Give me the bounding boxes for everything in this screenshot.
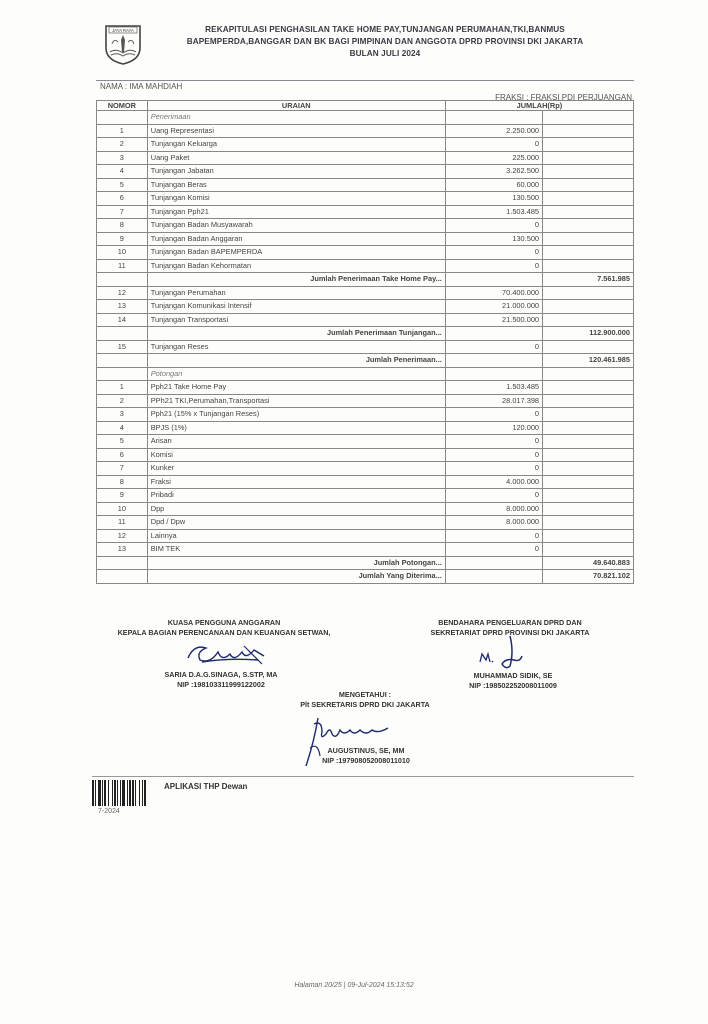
row-number: 9	[97, 232, 148, 246]
row-number: 9	[97, 489, 148, 503]
row-amount: 0	[445, 543, 542, 557]
table-row	[97, 192, 634, 206]
table-row	[97, 124, 634, 138]
net-received	[97, 570, 634, 584]
row-description: Tunjangan Keluarga	[147, 138, 445, 152]
total-income-value: 120.461.985	[543, 354, 634, 368]
dki-jakarta-logo	[100, 22, 146, 66]
table-row	[97, 448, 634, 462]
row-description: Kunker	[147, 462, 445, 476]
row-number: 6	[97, 448, 148, 462]
row-amount: 70.400.000	[445, 286, 542, 300]
row-amount: 2.250.000	[445, 124, 542, 138]
table-row	[97, 340, 634, 354]
table-row	[97, 421, 634, 435]
salary-recap-table	[96, 100, 634, 584]
total-deduction-value: 49.640.883	[543, 556, 634, 570]
row-amount: 130.500	[445, 192, 542, 206]
table-row	[97, 475, 634, 489]
page-info: Halaman 20/25 | 09-Jul-2024 15:13:52	[294, 982, 414, 989]
barcode-code: 7-2024	[98, 808, 120, 815]
table-row	[97, 219, 634, 233]
row-amount: 1.503.485	[445, 205, 542, 219]
signatory-left-name: SARIA D.A.G.SINAGA, S.STP, MA	[164, 670, 278, 679]
signatory-left-title	[98, 618, 350, 638]
row-number: 13	[97, 543, 148, 557]
table-row	[97, 502, 634, 516]
row-description: Uang Representasi	[147, 124, 445, 138]
row-description: Tunjangan Badan Kehormatan	[147, 259, 445, 273]
row-amount: 0	[445, 246, 542, 260]
row-total	[543, 192, 634, 206]
footer-divider	[92, 776, 634, 777]
row-total	[543, 435, 634, 449]
row-number: 12	[97, 529, 148, 543]
row-amount: 0	[445, 435, 542, 449]
signatory-center-nip: NIP :197908052008011010	[322, 756, 410, 765]
row-number: 14	[97, 313, 148, 327]
signatory-center-name: AUGUSTINUS, SE, MM	[327, 746, 405, 755]
subtotal-allowances-label: Jumlah Penerimaan Tunjangan...	[147, 327, 445, 341]
col-header-description: URAIAN	[147, 101, 445, 111]
row-number: 7	[97, 205, 148, 219]
row-amount: 8.000.000	[445, 502, 542, 516]
row-number: 5	[97, 435, 148, 449]
row-total	[543, 421, 634, 435]
row-total	[543, 138, 634, 152]
row-total	[543, 462, 634, 476]
table-row	[97, 300, 634, 314]
row-description: Tunjangan Jabatan	[147, 165, 445, 179]
table-row	[97, 313, 634, 327]
row-description: Pph21 (15% x Tunjangan Reses)	[147, 408, 445, 422]
header-divider	[96, 80, 634, 81]
row-total	[543, 475, 634, 489]
row-total	[543, 246, 634, 260]
row-total	[543, 543, 634, 557]
row-total	[543, 165, 634, 179]
section-income: Penerimaan	[147, 111, 445, 125]
row-description: Pribadi	[147, 489, 445, 503]
row-total	[543, 300, 634, 314]
row-amount: 0	[445, 462, 542, 476]
subtotal-take-home-pay-value: 7.561.985	[543, 273, 634, 287]
row-total	[543, 502, 634, 516]
col-header-number: NOMOR	[97, 101, 148, 111]
row-total	[543, 489, 634, 503]
row-amount: 0	[445, 529, 542, 543]
title-line-1: REKAPITULASI PENGHASILAN TAKE HOME PAY,TUNJANGAN PERUMAHAN,TKI,BANMUS	[205, 25, 565, 34]
row-number: 8	[97, 219, 148, 233]
row-amount: 120.000	[445, 421, 542, 435]
row-description: Pph21 Take Home Pay	[147, 381, 445, 395]
row-description: Tunjangan Perumahan	[147, 286, 445, 300]
table-row	[97, 178, 634, 192]
row-number: 12	[97, 286, 148, 300]
row-number: 1	[97, 124, 148, 138]
signature-left	[182, 638, 272, 673]
row-number: 2	[97, 394, 148, 408]
svg-text:JAYA RAYA: JAYA RAYA	[112, 28, 134, 33]
row-description: Dpp	[147, 502, 445, 516]
row-description: BPJS (1%)	[147, 421, 445, 435]
signatory-center-identity	[306, 746, 426, 766]
signatory-right-line2: SEKRETARIAT DPRD PROVINSI DKI JAKARTA	[430, 628, 590, 637]
row-total	[543, 205, 634, 219]
row-total	[543, 394, 634, 408]
subtotal-take-home-pay-label: Jumlah Penerimaan Take Home Pay...	[147, 273, 445, 287]
row-description: Dpd / Dpw	[147, 516, 445, 530]
signatory-right-identity	[418, 671, 608, 691]
row-amount: 4.000.000	[445, 475, 542, 489]
row-number: 3	[97, 408, 148, 422]
row-number: 10	[97, 246, 148, 260]
subtotal-allowances-value: 112.900.000	[543, 327, 634, 341]
table-row	[97, 529, 634, 543]
table-row	[97, 205, 634, 219]
table-row	[97, 286, 634, 300]
row-amount: 0	[445, 448, 542, 462]
row-number: 10	[97, 502, 148, 516]
row-number: 6	[97, 192, 148, 206]
table-row	[97, 232, 634, 246]
row-amount: 225.000	[445, 151, 542, 165]
barcode-image	[92, 780, 158, 808]
signatory-right-nip: NIP :198502252008011009	[469, 681, 557, 690]
signatory-center-line1: MENGETAHUI :	[338, 690, 392, 699]
row-total	[543, 219, 634, 233]
row-description: BIM TEK	[147, 543, 445, 557]
app-label: APLIKASI THP Dewan	[164, 782, 248, 791]
signatory-center-title	[250, 690, 480, 710]
row-total	[543, 340, 634, 354]
row-number: 13	[97, 300, 148, 314]
row-amount: 130.500	[445, 232, 542, 246]
table-row	[97, 516, 634, 530]
row-amount: 60.000	[445, 178, 542, 192]
signatory-right-name: MUHAMMAD SIDIK, SE	[473, 671, 553, 680]
row-total	[543, 232, 634, 246]
table-row	[97, 165, 634, 179]
signatory-left-line2: KEPALA BAGIAN PERENCANAAN DAN KEUANGAN SETWAN,	[117, 628, 331, 637]
row-description: PPh21 TKI,Perumahan,Transportasi	[147, 394, 445, 408]
row-total	[543, 178, 634, 192]
table-row	[97, 138, 634, 152]
total-deduction	[97, 556, 634, 570]
table-row	[97, 259, 634, 273]
net-received-value: 70.821.102	[543, 570, 634, 584]
col-header-amount: JUMLAH(Rp)	[445, 101, 633, 111]
row-description: Komisi	[147, 448, 445, 462]
signatory-right-line1: BENDAHARA PENGELUARAN DPRD DAN	[438, 618, 582, 627]
row-description: Lainnya	[147, 529, 445, 543]
row-description: Uang Paket	[147, 151, 445, 165]
row-amount: 21.500.000	[445, 313, 542, 327]
row-description: Fraksi	[147, 475, 445, 489]
row-amount: 0	[445, 138, 542, 152]
row-description: Tunjangan Komunikasi Intensif	[147, 300, 445, 314]
row-amount: 0	[445, 259, 542, 273]
row-description: Tunjangan Transportasi	[147, 313, 445, 327]
row-description: Arisan	[147, 435, 445, 449]
table-row	[97, 381, 634, 395]
row-number: 3	[97, 151, 148, 165]
total-deduction-label: Jumlah Potongan...	[147, 556, 445, 570]
row-amount: 3.262.500	[445, 165, 542, 179]
net-received-label: Jumlah Yang Diterima...	[147, 570, 445, 584]
document-title	[150, 24, 620, 60]
row-description: Tunjangan Pph21	[147, 205, 445, 219]
row-description: Tunjangan Reses	[147, 340, 445, 354]
table-row	[97, 435, 634, 449]
title-line-3: BULAN JULI 2024	[349, 49, 421, 58]
row-number: 5	[97, 178, 148, 192]
section-deduction-row	[97, 367, 634, 381]
row-total	[543, 151, 634, 165]
table-row	[97, 246, 634, 260]
table-row	[97, 462, 634, 476]
row-total	[543, 259, 634, 273]
table-row	[97, 151, 634, 165]
total-income-label: Jumlah Penerimaan...	[147, 354, 445, 368]
row-total	[543, 286, 634, 300]
row-total	[543, 529, 634, 543]
row-number: 11	[97, 516, 148, 530]
row-number: 15	[97, 340, 148, 354]
row-number: 4	[97, 165, 148, 179]
row-amount: 21.000.000	[445, 300, 542, 314]
row-amount: 0	[445, 489, 542, 503]
row-amount: 0	[445, 219, 542, 233]
row-number: 8	[97, 475, 148, 489]
title-line-2: BAPEMPERDA,BANGGAR DAN BK BAGI PIMPINAN DAN ANGGOTA DPRD PROVINSI DKI JAKARTA	[186, 37, 584, 46]
signature-center	[296, 712, 406, 777]
row-number: 2	[97, 138, 148, 152]
total-income	[97, 354, 634, 368]
member-name: NAMA : IMA MAHDIAH	[100, 82, 183, 91]
row-number: 7	[97, 462, 148, 476]
signatory-left-identity	[126, 670, 316, 690]
row-total	[543, 313, 634, 327]
table-row	[97, 408, 634, 422]
table-row	[97, 489, 634, 503]
row-amount: 1.503.485	[445, 381, 542, 395]
row-total	[543, 381, 634, 395]
section-deduction: Potongan	[147, 367, 445, 381]
row-total	[543, 448, 634, 462]
signatory-center-line2: Plt SEKRETARIS DPRD DKI JAKARTA	[300, 700, 430, 709]
row-number: 1	[97, 381, 148, 395]
table-row	[97, 394, 634, 408]
row-amount: 28.017.398	[445, 394, 542, 408]
subtotal-allowances	[97, 327, 634, 341]
subtotal-take-home-pay	[97, 273, 634, 287]
row-description: Tunjangan Badan BAPEMPERDA	[147, 246, 445, 260]
row-total	[543, 516, 634, 530]
table-row	[97, 543, 634, 557]
row-amount: 8.000.000	[445, 516, 542, 530]
row-number: 11	[97, 259, 148, 273]
row-amount: 0	[445, 408, 542, 422]
row-description: Tunjangan Badan Anggaran	[147, 232, 445, 246]
row-amount: 0	[445, 340, 542, 354]
row-total	[543, 124, 634, 138]
row-number: 4	[97, 421, 148, 435]
row-description: Tunjangan Beras	[147, 178, 445, 192]
row-total	[543, 408, 634, 422]
signatory-left-line1: KUASA PENGGUNA ANGGARAN	[167, 618, 281, 627]
row-description: Tunjangan Komisi	[147, 192, 445, 206]
signatory-left-nip: NIP :198103311999122002	[177, 680, 265, 689]
row-description: Tunjangan Badan Musyawarah	[147, 219, 445, 233]
faction-label: FRAKSI : FRAKSI PDI PERJUANGAN	[495, 93, 632, 102]
